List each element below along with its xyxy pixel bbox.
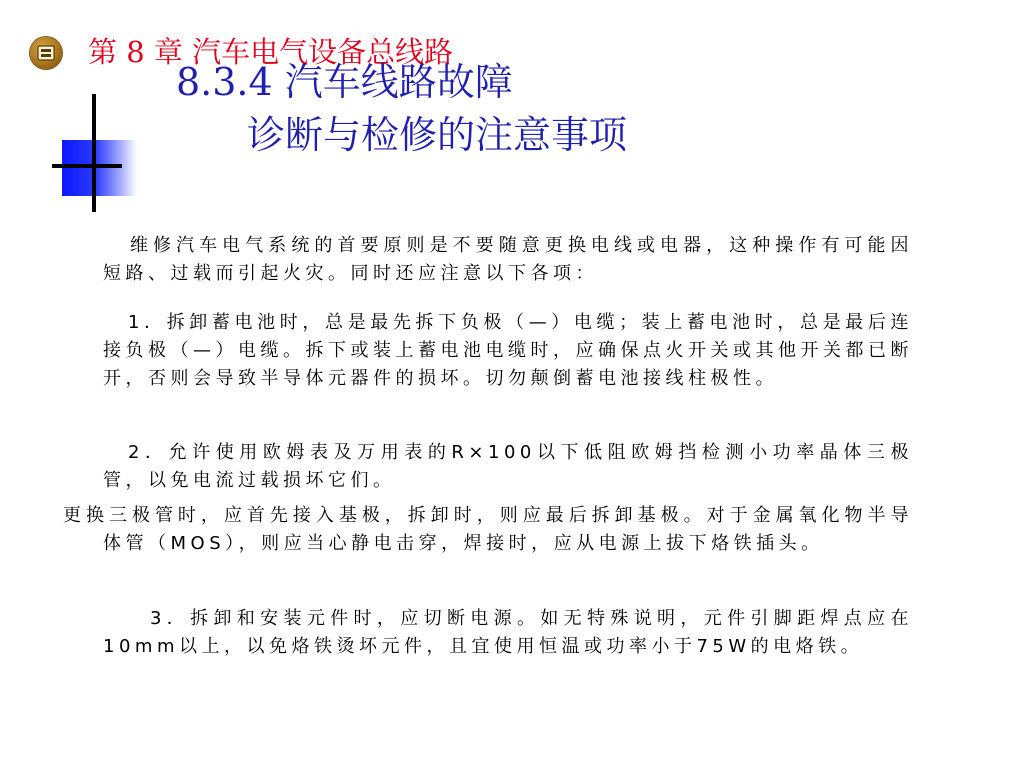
item-1-paragraph: 1．拆卸蓄电池时，总是最先拆下负极（—）电缆；装上蓄电池时，总是最后连接负极（—）电缆。拆下或装上蓄电池电缆时，应确保点火开关或其他开关都已断开，否则会导致半导体元器件的损坏。切勿颠倒蓄电池接线柱极性。 — [103, 312, 913, 389]
decorative-vertical-line — [92, 94, 96, 212]
item-2-paragraph: 2．允许使用欧姆表及万用表的R×100以下低阻欧姆挡检测小功率晶体三极管，以免电流过载损坏它们。 — [103, 442, 913, 491]
intro-paragraph: 维修汽车电气系统的首要原则是不要随意更换电线或电器，这种操作有可能因短路、过载而引起火灾。同时还应注意以下各项： — [103, 235, 913, 284]
chapter-badge-icon[interactable] — [30, 37, 62, 69]
decorative-horizontal-line — [52, 164, 122, 168]
section-title-line2: 诊断与检修的注意事项 — [247, 113, 628, 157]
decorative-blue-block — [62, 140, 137, 196]
item-2-continuation-paragraph: 更换三极管时，应首先接入基极，拆卸时，则应最后拆卸基极。对于金属氧化物半导体管（MOS），则应当心静电击穿，焊接时，应从电源上拔下烙铁插头。 — [63, 505, 913, 554]
section-title-line1: 8.3.4 汽车线路故障 — [176, 60, 513, 104]
chapter-title: 第 8 章 汽车电气设备总线路 — [88, 35, 454, 69]
item-3-paragraph: 3．拆卸和安装元件时，应切断电源。如无特殊说明，元件引脚距焊点应在10mm以上，以免烙铁烫坏元件，且宜使用恒温或功率小于75W的电烙铁。 — [103, 608, 913, 657]
document-icon — [36, 43, 56, 63]
